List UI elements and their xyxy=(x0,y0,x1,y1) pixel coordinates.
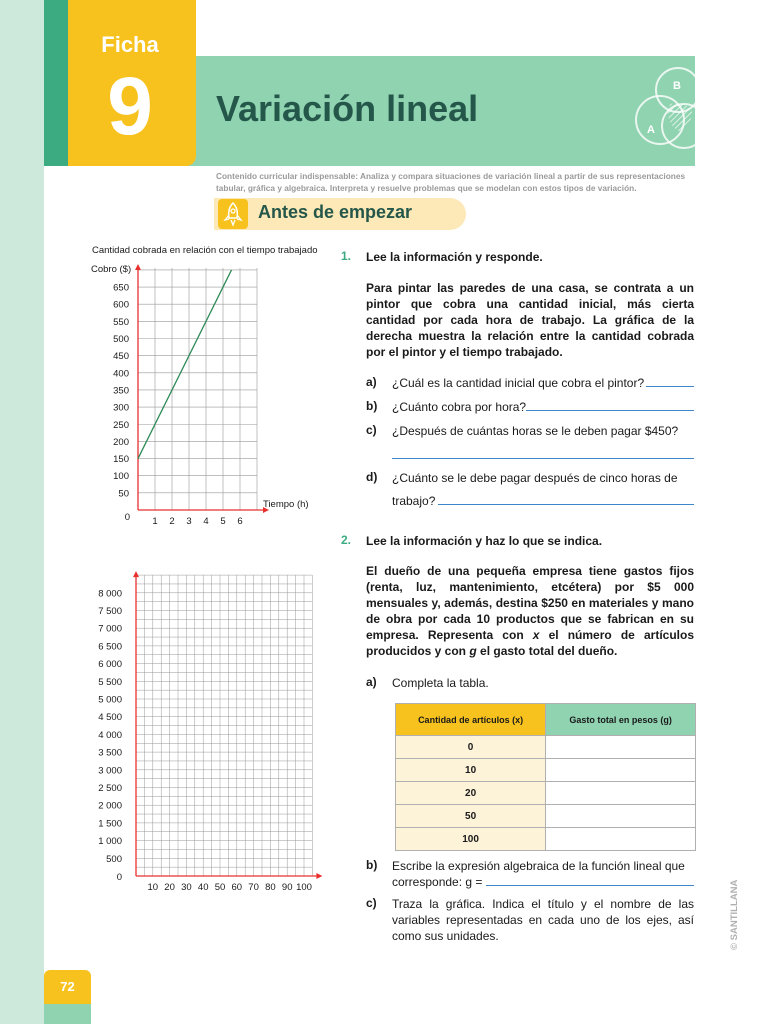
table-cell-g[interactable] xyxy=(546,736,696,759)
q1-heading: Lee la información y responde. xyxy=(366,250,543,264)
y-tick-label: 150 xyxy=(113,454,129,466)
y-tick-label: 8 000 xyxy=(98,588,122,600)
q1c-text: ¿Después de cuántas horas se le deben pagar $450? xyxy=(392,424,679,438)
table-cell-x: 10 xyxy=(396,759,546,782)
rocket-icon xyxy=(218,199,248,229)
logo-letter-b: B xyxy=(673,80,681,92)
y-tick-label: 450 xyxy=(113,351,129,363)
y-tick-label: 600 xyxy=(113,299,129,311)
chart1-caption: Cantidad cobrada en relación con el tiempo trabajado xyxy=(92,245,318,256)
q1-number: 1. xyxy=(341,249,352,263)
y-axis-arrow xyxy=(135,264,141,270)
q1d-letter: d) xyxy=(366,470,378,484)
chart2 xyxy=(80,570,330,895)
q2a-text: Completa la tabla. xyxy=(392,676,489,690)
q2-heading: Lee la información y haz lo que se indica. xyxy=(366,534,603,548)
q2a-letter: a) xyxy=(366,675,377,689)
x-tick-label: 4 xyxy=(203,516,209,527)
q1a-text: ¿Cuál es la cantidad inicial que cobra el pintor? xyxy=(392,376,645,390)
x-axis-label: Tiempo (h) xyxy=(263,499,309,510)
ficha-label: Ficha xyxy=(101,32,159,57)
publisher-credit xyxy=(725,862,741,952)
header-accent-strip xyxy=(44,0,68,166)
x-tick-label: 60 xyxy=(231,882,243,893)
x-tick-label: 30 xyxy=(181,882,192,893)
y-tick-label: 200 xyxy=(113,436,129,448)
x-tick-label: 90 xyxy=(281,882,293,893)
y-tick-label: 2 000 xyxy=(98,800,122,812)
q1-text: Para pintar las paredes de una casa, se contrata a un pintor que cobra una cantidad inicial, más cierta cantidad por cada hora de trabajo. La gráfica de la derecha muestra la relación entre la cantidad cobrada por el pintor y el tiempo trabajado. xyxy=(366,281,694,359)
q1a-answer-line[interactable] xyxy=(646,385,694,387)
series-line xyxy=(138,270,232,459)
y-tick-label: 2 500 xyxy=(98,783,122,794)
x-tick-label: 20 xyxy=(164,882,175,893)
x-axis-arrow xyxy=(316,873,322,879)
y-tick-label: 6 000 xyxy=(98,659,122,671)
q2b-letter: b) xyxy=(366,858,378,872)
q2-text: El dueño de una pequeña empresa tiene gastos fijos (renta, luz, mantenimiento, etcétera) por $5 000 mensuales y, además, destina $250 en materiales y mano de obra por cada 10 productos que se fabrican en su empresa. Representa con x el número de artículos producidos y con g el gasto total del dueño. xyxy=(366,564,694,658)
y-tick-label: 1 500 xyxy=(98,818,122,830)
page-number: 72 xyxy=(44,970,91,1004)
q2c-letter: c) xyxy=(366,896,377,910)
y-tick-label: 6 500 xyxy=(98,641,122,653)
x-tick-label: 5 xyxy=(220,516,226,527)
table-cell-x: 0 xyxy=(396,736,546,759)
y-axis-label: Cobro ($) xyxy=(91,264,132,275)
y-tick-label: 100 xyxy=(113,471,129,483)
q1d-answer-line[interactable] xyxy=(438,503,694,505)
y-tick-label: 250 xyxy=(113,419,129,431)
y-tick-label: 5 500 xyxy=(98,676,122,688)
q1a-letter: a) xyxy=(366,375,377,389)
table-cell-x: 20 xyxy=(396,782,546,805)
data-table xyxy=(395,703,696,851)
q1b-text: ¿Cuánto cobra por hora? xyxy=(392,400,527,414)
q1c-answer-line[interactable] xyxy=(392,457,694,459)
y-tick-label: 350 xyxy=(113,385,129,397)
y-tick-label: 550 xyxy=(113,316,129,328)
y-tick-label: 500 xyxy=(106,853,122,865)
table-cell-x: 50 xyxy=(396,805,546,828)
y-tick-label: 400 xyxy=(113,368,129,380)
q1d-text2: trabajo? xyxy=(392,494,436,508)
y-tick-label: 1 000 xyxy=(98,836,122,848)
y-tick-label: 3 000 xyxy=(98,765,122,777)
x-tick-label: 6 xyxy=(237,516,243,527)
x-tick-label: 40 xyxy=(197,882,209,893)
x-tick-label: 10 xyxy=(147,882,159,893)
logo-letter-a: A xyxy=(647,124,655,136)
table-header-g: Gasto total en pesos (g) xyxy=(546,704,696,736)
y-tick-label: 4 000 xyxy=(98,729,122,741)
y-tick-label: 50 xyxy=(118,488,129,500)
x-tick-label: 3 xyxy=(186,516,192,527)
y-tick-label: 5 000 xyxy=(98,694,122,706)
y-tick-label: 4 500 xyxy=(98,712,122,724)
q1d-text: ¿Cuánto se le debe pagar después de cinco horas de xyxy=(392,471,678,485)
venn-logo-icon xyxy=(628,62,700,162)
table-header-x: Cantidad de artículos (x) xyxy=(396,704,546,736)
x-tick-label: 80 xyxy=(265,882,276,893)
y-tick-label: 500 xyxy=(113,334,129,345)
q1b-letter: b) xyxy=(366,399,378,413)
x-tick-label: 1 xyxy=(152,516,158,527)
table-cell-g[interactable] xyxy=(546,805,696,828)
page-title: Variación lineal xyxy=(216,88,479,129)
table-cell-g[interactable] xyxy=(546,828,696,851)
y-axis-arrow xyxy=(133,571,139,577)
table-cell-g[interactable] xyxy=(546,759,696,782)
side-strip xyxy=(0,0,44,1024)
q2-number: 2. xyxy=(341,533,352,547)
x-tick-label: 70 xyxy=(248,882,259,893)
x-tick-label: 2 xyxy=(169,516,175,527)
q2b-answer-line[interactable] xyxy=(486,884,694,886)
publisher-credit-text: © SANTILLANA xyxy=(729,879,740,950)
chart1 xyxy=(80,260,330,535)
q1c-letter: c) xyxy=(366,423,377,437)
y-tick-label: 300 xyxy=(113,402,129,414)
table-cell-g[interactable] xyxy=(546,782,696,805)
x-tick-label: 50 xyxy=(214,882,226,893)
y-tick-label: 7 000 xyxy=(98,623,122,635)
curriculum-text: Contenido curricular indispensable: Analiza y compara situaciones de variación lineal a partir de sus representaciones tabular, gráfica y algebraica. Interpreta y resuelve problemas que se modelan con estos tipos de variación. xyxy=(216,171,686,193)
q2b-text2: corresponde: g = xyxy=(392,875,483,889)
y-tick-label: 650 xyxy=(113,282,129,294)
q2c-text: Traza la gráfica. Indica el título y el nombre de las variables representadas en cada uno de los ejes, así como sus unidades. xyxy=(392,897,694,943)
y-tick-label: 3 500 xyxy=(98,747,122,759)
q1b-answer-line[interactable] xyxy=(526,409,694,411)
antes-label: Antes de empezar xyxy=(258,202,413,222)
x-tick-label: 100 xyxy=(296,882,312,893)
y-tick-label: 7 500 xyxy=(98,606,122,617)
q2b-text: Escribe la expresión algebraica de la función lineal que xyxy=(392,859,685,873)
origin-label: 0 xyxy=(124,512,130,523)
table-cell-x: 100 xyxy=(396,828,546,851)
ficha-number: 9 xyxy=(107,61,153,152)
origin-label: 0 xyxy=(116,872,122,883)
